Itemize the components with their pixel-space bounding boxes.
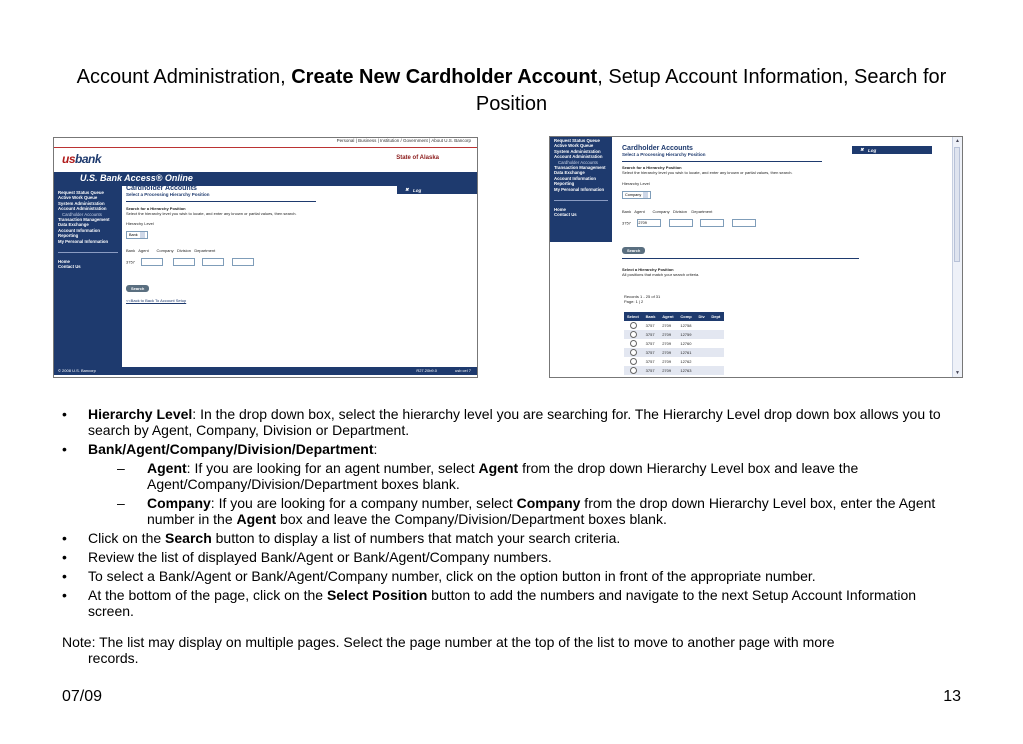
nav-item[interactable]: System Administration (554, 148, 601, 154)
search-section-title: Search for a Hierarchy Position (622, 165, 682, 170)
app-banner (54, 172, 477, 186)
department-input[interactable] (232, 258, 254, 266)
nav-item[interactable]: Transaction Management (554, 165, 606, 171)
top-nav-links[interactable]: Personal | Business | Institution / Government | About U.S. Bancorp (336, 138, 471, 143)
col-department: Department (691, 209, 713, 214)
nav-item[interactable]: Account Administration (554, 154, 603, 160)
col-agent: Agent (634, 209, 645, 214)
select-radio[interactable] (630, 367, 637, 374)
sidebar (54, 186, 122, 367)
sidebar (550, 137, 612, 242)
th-dept: Dept (708, 312, 724, 321)
th-select: Select (624, 312, 643, 321)
hierarchy-label: Hierarchy Level (622, 181, 650, 186)
cell-comp: 12763 (677, 366, 695, 375)
dash-dot: – (117, 495, 125, 511)
cell-comp: 12760 (680, 341, 692, 346)
bullet-select-position (62, 587, 962, 619)
screenshot-search-bank (53, 137, 478, 378)
bullet-bold: Hierarchy Level (88, 406, 193, 422)
bullet-text: To select a Bank/Agent or Bank/Agent/Company number, click on the option button in front of the appropriate number. (88, 568, 816, 584)
table-row (624, 339, 724, 348)
back-link[interactable]: <<Back to Back To Account Setup (126, 298, 187, 303)
bullet-bold: Bank/Agent/Company/Division/Department (88, 441, 374, 457)
cell-bank: 3757 (643, 348, 660, 357)
results-subtitle: All positions that match your search criteria. (622, 272, 700, 277)
division-input[interactable] (202, 258, 224, 266)
slide-title (40, 64, 983, 118)
table-row (624, 348, 724, 357)
nav-contact[interactable]: Contact Us (58, 264, 81, 270)
th-div: Div (696, 312, 709, 321)
nav-item[interactable]: Account Administration (58, 206, 107, 212)
scroll-thumb[interactable] (954, 147, 960, 262)
screenshot-search-results (549, 136, 963, 378)
nav-item[interactable]: Request Status Queue (554, 138, 600, 143)
main-content (612, 137, 952, 377)
nav-item[interactable]: System Administration (58, 200, 105, 206)
hierarchy-value: Company (625, 192, 642, 197)
select-radio[interactable] (630, 340, 637, 347)
cell-agent: 2709 (662, 323, 672, 328)
search-instructions: Select the hierarchy level you wish to locate, and enter any known or partial values, then search. (622, 170, 793, 175)
select-radio[interactable] (630, 331, 637, 338)
title-part: Account Administration, (76, 66, 292, 88)
nav-divider (554, 200, 608, 201)
agent-value: 2709 (638, 220, 647, 225)
nav-item[interactable]: Data Exchange (554, 170, 585, 176)
scroll-down-icon[interactable]: ▼ (955, 370, 960, 376)
state-label: State of Alaska (396, 155, 439, 161)
server-label: usb cel 7 (454, 368, 471, 373)
scroll-up-icon[interactable]: ▲ (955, 138, 960, 144)
bullet-text: from the drop down Hierarchy Level box and leave the Agent/Company/Division/Department boxes blank. (147, 460, 859, 492)
bullet-dot: • (62, 587, 67, 603)
bullet-dot: • (62, 530, 67, 546)
col-division: Division (176, 248, 191, 253)
table-row (624, 321, 724, 330)
copyright: © 2008 U.S. Bancorp (58, 368, 96, 373)
bullet-bold: Agent (236, 511, 277, 527)
bullet-bold: Agent (478, 460, 519, 476)
nav-item[interactable]: Data Exchange (58, 222, 89, 228)
cell-comp: 12758 (680, 323, 692, 328)
bullet-review (62, 549, 962, 565)
logout-button[interactable]: ✖ Log Out (397, 186, 477, 194)
bullet-bold: Company (516, 495, 581, 511)
hierarchy-label: Hierarchy Level (126, 221, 154, 226)
bullet-dot: • (62, 406, 67, 422)
cell-bank: 3757 (645, 359, 655, 364)
nav-contact[interactable]: Contact Us (554, 212, 577, 218)
instruction-bullets (62, 406, 962, 622)
logout-label: Log Out (413, 188, 422, 198)
bullet-text: Click on the (88, 530, 166, 546)
search-instructions: Select the hierarchy level you wish to locate, and enter any known or partial values, then search. (126, 211, 297, 216)
nav-home[interactable]: Home (554, 207, 566, 213)
nav-item[interactable]: Reporting (58, 233, 79, 239)
bullet-bank-agent (62, 441, 962, 457)
search-section-title: Search for a Hierarchy Position (126, 206, 186, 211)
cell-agent: 2709 (659, 330, 677, 339)
logo-us: us (62, 152, 76, 166)
note (62, 634, 962, 666)
nav-subitem[interactable]: Cardholder Accounts (558, 159, 598, 165)
nav-item[interactable]: Transaction Management (58, 217, 110, 223)
bullet-dot: • (62, 568, 67, 584)
bullet-text: : If you are looking for a company number, select (210, 495, 517, 511)
nav-divider (58, 252, 118, 253)
pagination[interactable]: Page: 1 | 2 (624, 299, 644, 304)
nav-item[interactable]: Request Status Queue (58, 190, 104, 195)
bank-value: 3757 (126, 259, 135, 265)
bullet-text: button to add the numbers and navigate to the next Setup Account Information screen. (88, 587, 917, 619)
bank-value: 3757 (622, 220, 631, 226)
bullet-select (62, 568, 962, 584)
cell-agent: 2709 (659, 348, 677, 357)
page-heading: Cardholder Accounts (126, 185, 197, 192)
search-button[interactable]: Search (126, 285, 149, 292)
col-company: Company (652, 209, 670, 214)
bullet-text: button to display a list of numbers that match your search criteria. (211, 530, 621, 546)
nav-item[interactable]: Active Work Queue (58, 195, 98, 201)
nav-item[interactable]: Account Information (554, 175, 597, 181)
results-table (624, 312, 724, 375)
th-bank: Bank (643, 312, 660, 321)
page-subheading: Select a Processing Hierarchy Position (126, 192, 210, 197)
bullet-dot: • (62, 441, 67, 457)
results-title: Select a Hierarchy Position (622, 267, 674, 272)
division-input[interactable] (700, 219, 724, 227)
col-bank: Bank (622, 209, 632, 214)
cell-comp: 12761 (677, 348, 695, 357)
bullet-text: Review the list of displayed Bank/Agent or Bank/Agent/Company numbers. (88, 549, 552, 565)
table-header-row (624, 312, 724, 321)
logout-button[interactable]: ✖ Log Out (852, 146, 932, 154)
slide-page-number: 13 (943, 688, 961, 705)
department-input[interactable] (732, 219, 756, 227)
slide-date: 07/09 (62, 688, 103, 705)
logout-label: Log Out (868, 148, 877, 158)
agent-input[interactable] (141, 258, 163, 266)
cell-agent: 2709 (659, 366, 677, 375)
subbullet-agent (62, 460, 962, 492)
bullet-bold: Search (165, 530, 212, 546)
select-radio[interactable] (630, 322, 637, 329)
bullet-text: : (373, 441, 378, 457)
search-button[interactable]: Search (622, 247, 645, 254)
banner-title: U.S. Bank Access® Online (80, 173, 193, 183)
nav-subitem[interactable]: Cardholder Accounts (62, 211, 102, 217)
th-agent: Agent (659, 312, 677, 321)
select-radio[interactable] (630, 358, 637, 365)
page-heading: Cardholder Accounts (622, 145, 693, 152)
bullet-dot: • (62, 549, 67, 565)
cell-bank: 3757 (645, 341, 655, 346)
note-continuation: records. (88, 650, 139, 666)
vertical-scrollbar[interactable] (952, 137, 962, 377)
table-row (624, 330, 724, 339)
cell-agent: 2709 (662, 359, 672, 364)
version-label: R27.20b9.0 (416, 368, 437, 373)
agent-input[interactable] (637, 219, 661, 227)
nav-item[interactable]: Active Work Queue (554, 143, 594, 149)
hierarchy-select[interactable] (126, 226, 396, 244)
title-bold: Create New Cardholder Account (291, 66, 598, 88)
col-company: Company (156, 248, 174, 253)
top-links (54, 138, 477, 147)
logo-bank: bank (75, 152, 102, 166)
records-count: Records 1 - 25 of 31 (624, 294, 661, 299)
hierarchy-value: Bank (129, 232, 138, 237)
logo-bar (54, 147, 477, 172)
note-text: Note: The list may display on multiple pages. Select the page number at the top of the list to move to another page with more (62, 634, 835, 650)
col-bank: Bank (126, 248, 136, 253)
nav-home[interactable]: Home (58, 259, 70, 265)
cell-bank: 3757 (645, 323, 655, 328)
usbank-logo (62, 152, 101, 166)
cell-bank: 3757 (643, 366, 660, 375)
nav-item[interactable]: Reporting (554, 181, 575, 187)
company-input[interactable] (173, 258, 195, 266)
col-division: Division (672, 209, 687, 214)
bullet-bold: Company (147, 495, 211, 511)
th-comp: Comp (677, 312, 695, 321)
bullet-text: from the drop down Hierarchy Level box, enter the Agent number in the (147, 495, 936, 527)
bullet-text: box and leave the Company/Division/Department boxes blank. (276, 511, 667, 527)
nav-item[interactable]: My Personal Information (58, 238, 109, 244)
table-row (624, 366, 724, 375)
hierarchy-select[interactable] (622, 186, 882, 204)
bullet-text: : In the drop down box, select the hierarchy level you are searching for. The Hierarchy Level drop down box allows you to search by Agent, Company, Division or Department. (88, 406, 941, 438)
nav-item[interactable]: Account Information (58, 227, 101, 233)
company-input[interactable] (669, 219, 693, 227)
cell-comp: 12762 (680, 359, 692, 364)
cell-agent: 2709 (662, 341, 672, 346)
cell-bank: 3757 (643, 330, 660, 339)
table-row (624, 357, 724, 366)
footer-bar (54, 367, 477, 375)
bullet-bold: Select Position (326, 587, 428, 603)
select-radio[interactable] (630, 349, 637, 356)
dash-dot: – (117, 460, 125, 476)
title-part: , Setup Account Information, Search for Position (475, 66, 947, 115)
cell-comp: 12759 (677, 330, 695, 339)
page-subheading: Select a Processing Hierarchy Position (622, 152, 706, 157)
bullet-text: At the bottom of the page, click on the (88, 587, 327, 603)
nav-item[interactable]: My Personal Information (554, 186, 605, 192)
main-content (122, 186, 477, 367)
bullet-search (62, 530, 962, 546)
bullet-hierarchy-level (62, 406, 962, 438)
bullet-text: : If you are looking for an agent number, select (186, 460, 479, 476)
bullet-bold: Agent (147, 460, 187, 476)
col-department: Department (194, 248, 216, 253)
col-agent: Agent (138, 248, 149, 253)
subbullet-company (62, 495, 962, 527)
